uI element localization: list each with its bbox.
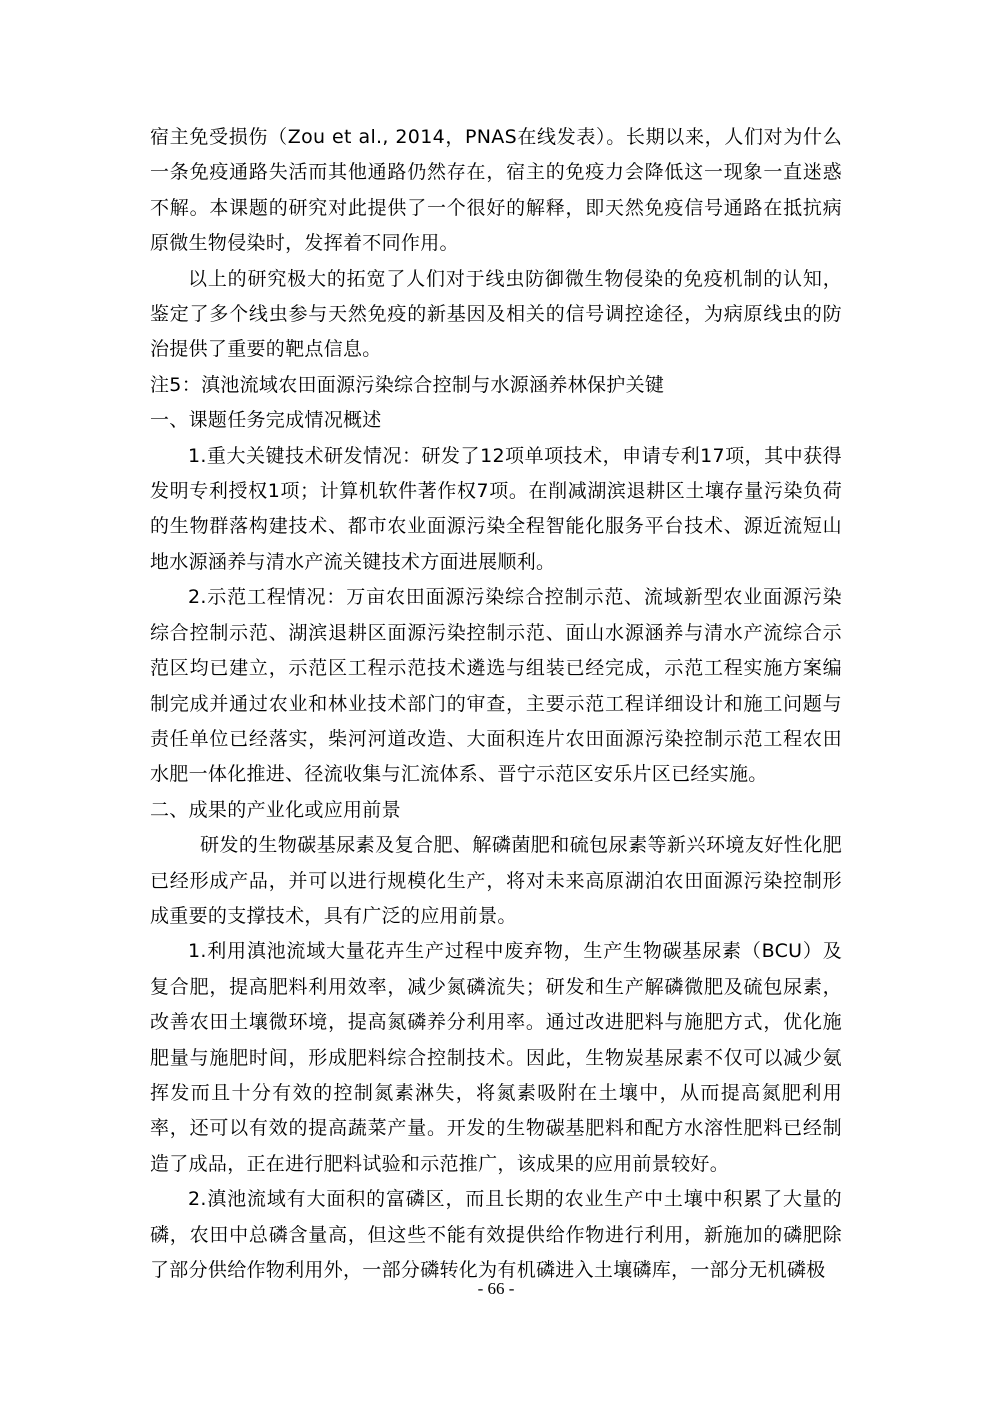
section-heading-2: 二、成果的产业化或应用前景 xyxy=(150,798,401,821)
paragraph-2: 以上的研究极大的拓宽了人们对于线虫防御微生物侵染的免疫机制的认知，鉴定了多个线虫参与天然免疫的新基因及相关的信号调控途径，为病原线虫的防治提供了重要的靶点信息。 xyxy=(150,267,842,361)
paragraph-1: 宿主免受损伤（Zou et al., 2014，PNAS在线发表）。长期以来，人们对为什么一条免疫通路失活而其他通路仍然存在，宿主的免疫力会降低这一现象一直迷惑不解。本课题的研究对此提供了一个很好的解释，即天然免疫信号通路在抵抗病原微生物侵染时，发挥着不同作用。 xyxy=(150,126,842,255)
page-number: - 66 - xyxy=(477,1279,515,1298)
paragraph-products: 研发的生物碳基尿素及复合肥、解磷菌肥和硫包尿素等新兴环境友好性化肥已经形成产品，并可以进行规模化生产，将对未来高原湖泊农田面源污染控制形成重要的支撑技术，具有广泛的应用前景。 xyxy=(150,834,842,927)
note-heading: 注5：滇池流域农田面源污染综合控制与水源涵养林保护关键 xyxy=(150,373,665,396)
paragraph-demo-project: 2.示范工程情况：万亩农田面源污染综合控制示范、流域新型农业面源污染综合控制示范、湖滨退耕区面源污染控制示范、面山水源涵养与清水产流综合示范区均已建立，示范区工程示范技术遴选与组装已经完成，示范工程实施方案编制完成并通过农业和林业技术部门的审查，主要示范工程详细设计和施工问题与责任单位已经落实，柴河河道改造、大面积连片农田面源污染控制示范工程农田水肥一体化推进、径流收集与汇流体系、晋宁示范区安乐片区已经实施。 xyxy=(150,586,842,786)
document-body xyxy=(150,120,842,1288)
paragraph-phosphorus: 2.滇池流域有大面积的富磷区，而且长期的农业生产中土壤中积累了大量的磷，农田中总磷含量高，但这些不能有效提供给作物进行利用，新施加的磷肥除了部分供给作物利用外，一部分磷转化为有机磷进入土壤磷库，一部分无机磷极 xyxy=(150,1188,842,1281)
paragraph-fertilizer: 1.利用滇池流域大量花卉生产过程中废弃物，生产生物碳基尿素（BCU）及复合肥，提高肥料利用效率，减少氮磷流失；研发和生产解磷微肥及硫包尿素，改善农田土壤微环境，提高氮磷养分利用率。通过改进肥料与施肥方式，优化施肥量与施肥时间，形成肥料综合控制技术。因此，生物炭基尿素不仅可以减少氨挥发而且十分有效的控制氮素淋失，将氮素吸附在土壤中，从而提高氮肥利用率，还可以有效的提高蔬菜产量。开发的生物碳基肥料和配方水溶性肥料已经制造了成品，正在进行肥料试验和示范推广，该成果的应用前景较好。 xyxy=(150,940,842,1175)
paragraph-tech-dev: 1.重大关键技术研发情况：研发了12项单项技术，申请专利17项，其中获得发明专利授权1项；计算机软件著作权7项。在削减湖滨退耕区土壤存量污染负荷的生物群落构建技术、都市农业面源污染全程智能化服务平台技术、源近流短山地水源涵养与清水产流关键技术方面进展顺利。 xyxy=(150,444,842,573)
section-heading-1: 一、课题任务完成情况概述 xyxy=(150,409,382,432)
